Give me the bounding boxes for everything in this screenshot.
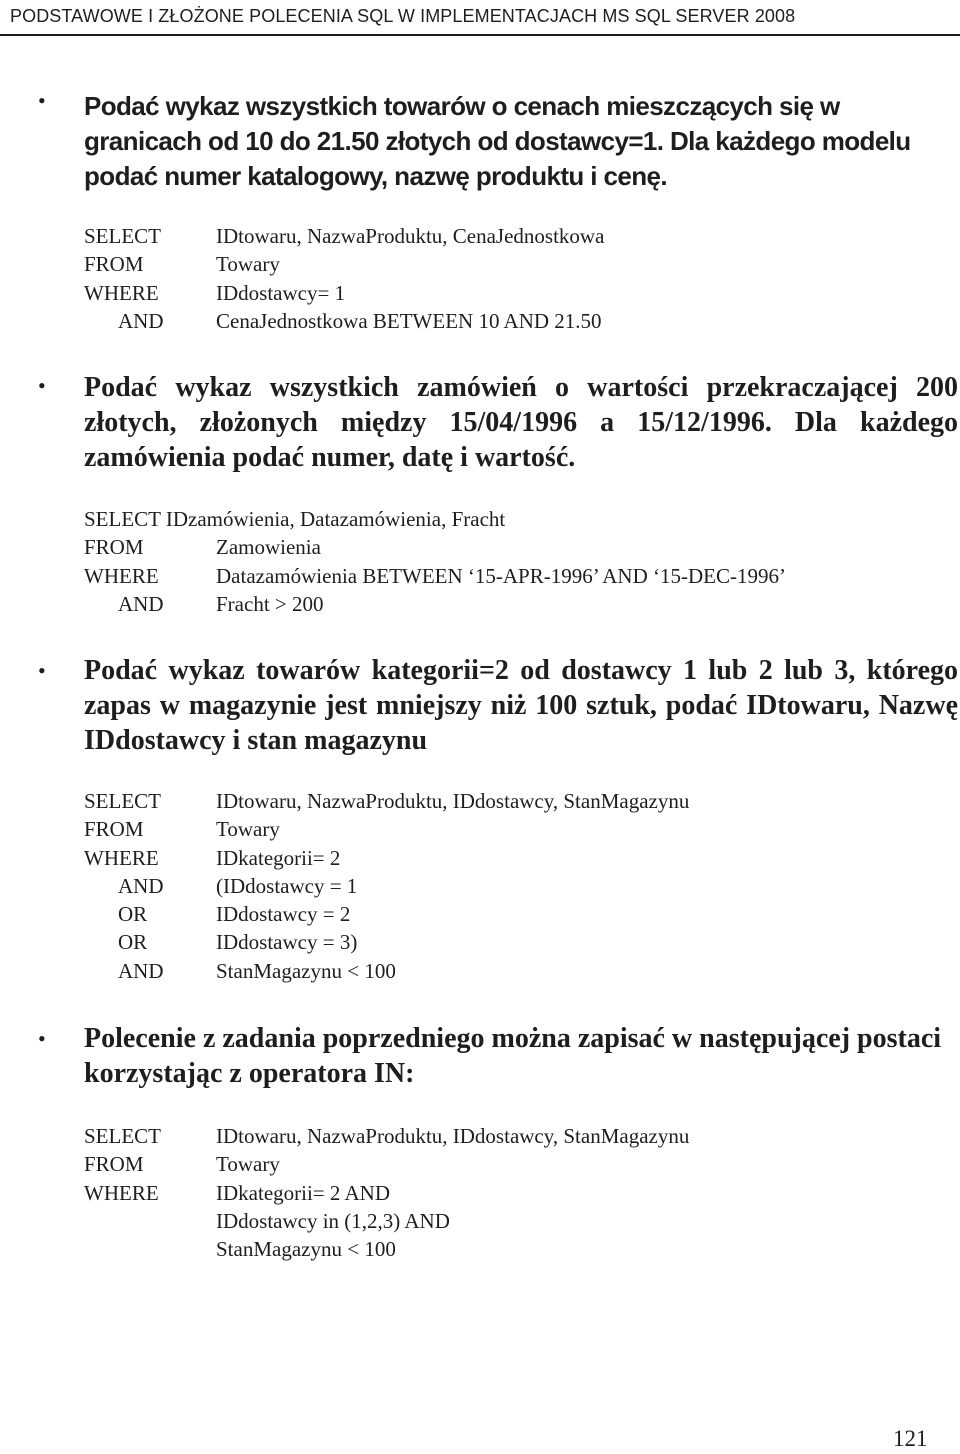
sql-keyword: WHERE <box>84 280 159 305</box>
sql-keyword: WHERE <box>84 845 159 870</box>
bullet-icon: • <box>38 88 46 113</box>
sql-argument: IDtowaru, NazwaProduktu, IDdostawcy, StanMagazynu <box>216 789 690 813</box>
sql-argument: IDdostawcy = 3) <box>216 930 358 955</box>
bullet-icon: • <box>38 373 46 398</box>
sql-argument: Fracht > 200 <box>216 591 324 616</box>
sql-keyword: WHERE <box>84 563 159 588</box>
sql-argument: IDdostawcy = 2 <box>216 902 351 927</box>
sql-argument: IDtowaru, NazwaProduktu, CenaJednostkowa <box>216 224 605 248</box>
task-4-text: Polecenie z zadania poprzedniego można zapisać w następującej postaci korzystając z operatora IN: <box>84 1023 942 1089</box>
sql-argument: CenaJednostkowa BETWEEN 10 AND 21.50 <box>216 308 602 333</box>
sql-argument: Zamowienia <box>216 535 321 560</box>
sql-argument: StanMagazynu < 100 <box>216 1237 396 1262</box>
sql-keyword: FROM <box>84 252 144 277</box>
sql-argument: IDkategorii= 2 AND <box>216 1180 390 1205</box>
sql-keyword: SELECT IDzamówienia, Datazamówienia, Fracht <box>84 507 506 531</box>
sql-keyword: AND <box>118 591 164 616</box>
sql-argument: Towary <box>216 817 280 842</box>
task-3-text: Podać wykaz towarów kategorii=2 od dostawcy 1 lub 2 lub 3, którego zapas w magazynie jest mniejszy niż 100 sztuk, podać IDtowaru, Nazwę IDdostawcy i stan magazynu <box>84 655 958 756</box>
sql-argument: Datazamówienia BETWEEN ‘15-APR-1996’ AND ‘15-DEC-1996’ <box>216 563 786 588</box>
sql-argument: (IDdostawcy = 1 <box>216 873 358 898</box>
sql-keyword: SELECT <box>84 224 161 248</box>
task-1-text: Podać wykaz wszystkich towarów o cenach mieszczących się w granicach od 10 do 21.50 złotych od dostawcy=1. Dla każdego modelu podać numer katalogowy, nazwę produktu i cenę. <box>84 91 911 191</box>
sql-argument: IDkategorii= 2 <box>216 845 341 870</box>
sql-argument: IDdostawcy= 1 <box>216 280 346 305</box>
sql-keyword: FROM <box>84 1152 144 1177</box>
sql-keyword: WHERE <box>84 1180 159 1205</box>
sql-keyword: OR <box>118 930 148 955</box>
page-number: 121 <box>893 1426 928 1451</box>
sql-keyword: AND <box>118 308 164 333</box>
sql-keyword: AND <box>118 958 164 983</box>
sql-keyword: FROM <box>84 535 144 560</box>
sql-argument: Towary <box>216 1152 280 1177</box>
bullet-icon: • <box>38 1026 46 1051</box>
bullet-icon: • <box>38 658 46 683</box>
sql-argument: IDdostawcy in (1,2,3) AND <box>216 1208 450 1233</box>
sql-argument: StanMagazynu < 100 <box>216 958 396 983</box>
sql-argument: IDtowaru, NazwaProduktu, IDdostawcy, StanMagazynu <box>216 1124 690 1148</box>
running-header: PODSTAWOWE I ZŁOŻONE POLECENIA SQL W IMPLEMENTACJACH MS SQL SERVER 2008 <box>10 6 796 26</box>
sql-keyword: SELECT <box>84 1124 161 1148</box>
task-2-text: Podać wykaz wszystkich zamówień o wartości przekraczającej 200 złotych, złożonych między 15/04/1996 a 15/12/1996. Dla każdego zamówienia podać numer, datę i wartość. <box>84 372 958 473</box>
sql-keyword: FROM <box>84 817 144 842</box>
sql-argument: Towary <box>216 252 280 277</box>
header-rule <box>0 34 960 36</box>
sql-keyword: OR <box>118 902 148 927</box>
sql-keyword: AND <box>118 873 164 898</box>
sql-keyword: SELECT <box>84 789 161 813</box>
